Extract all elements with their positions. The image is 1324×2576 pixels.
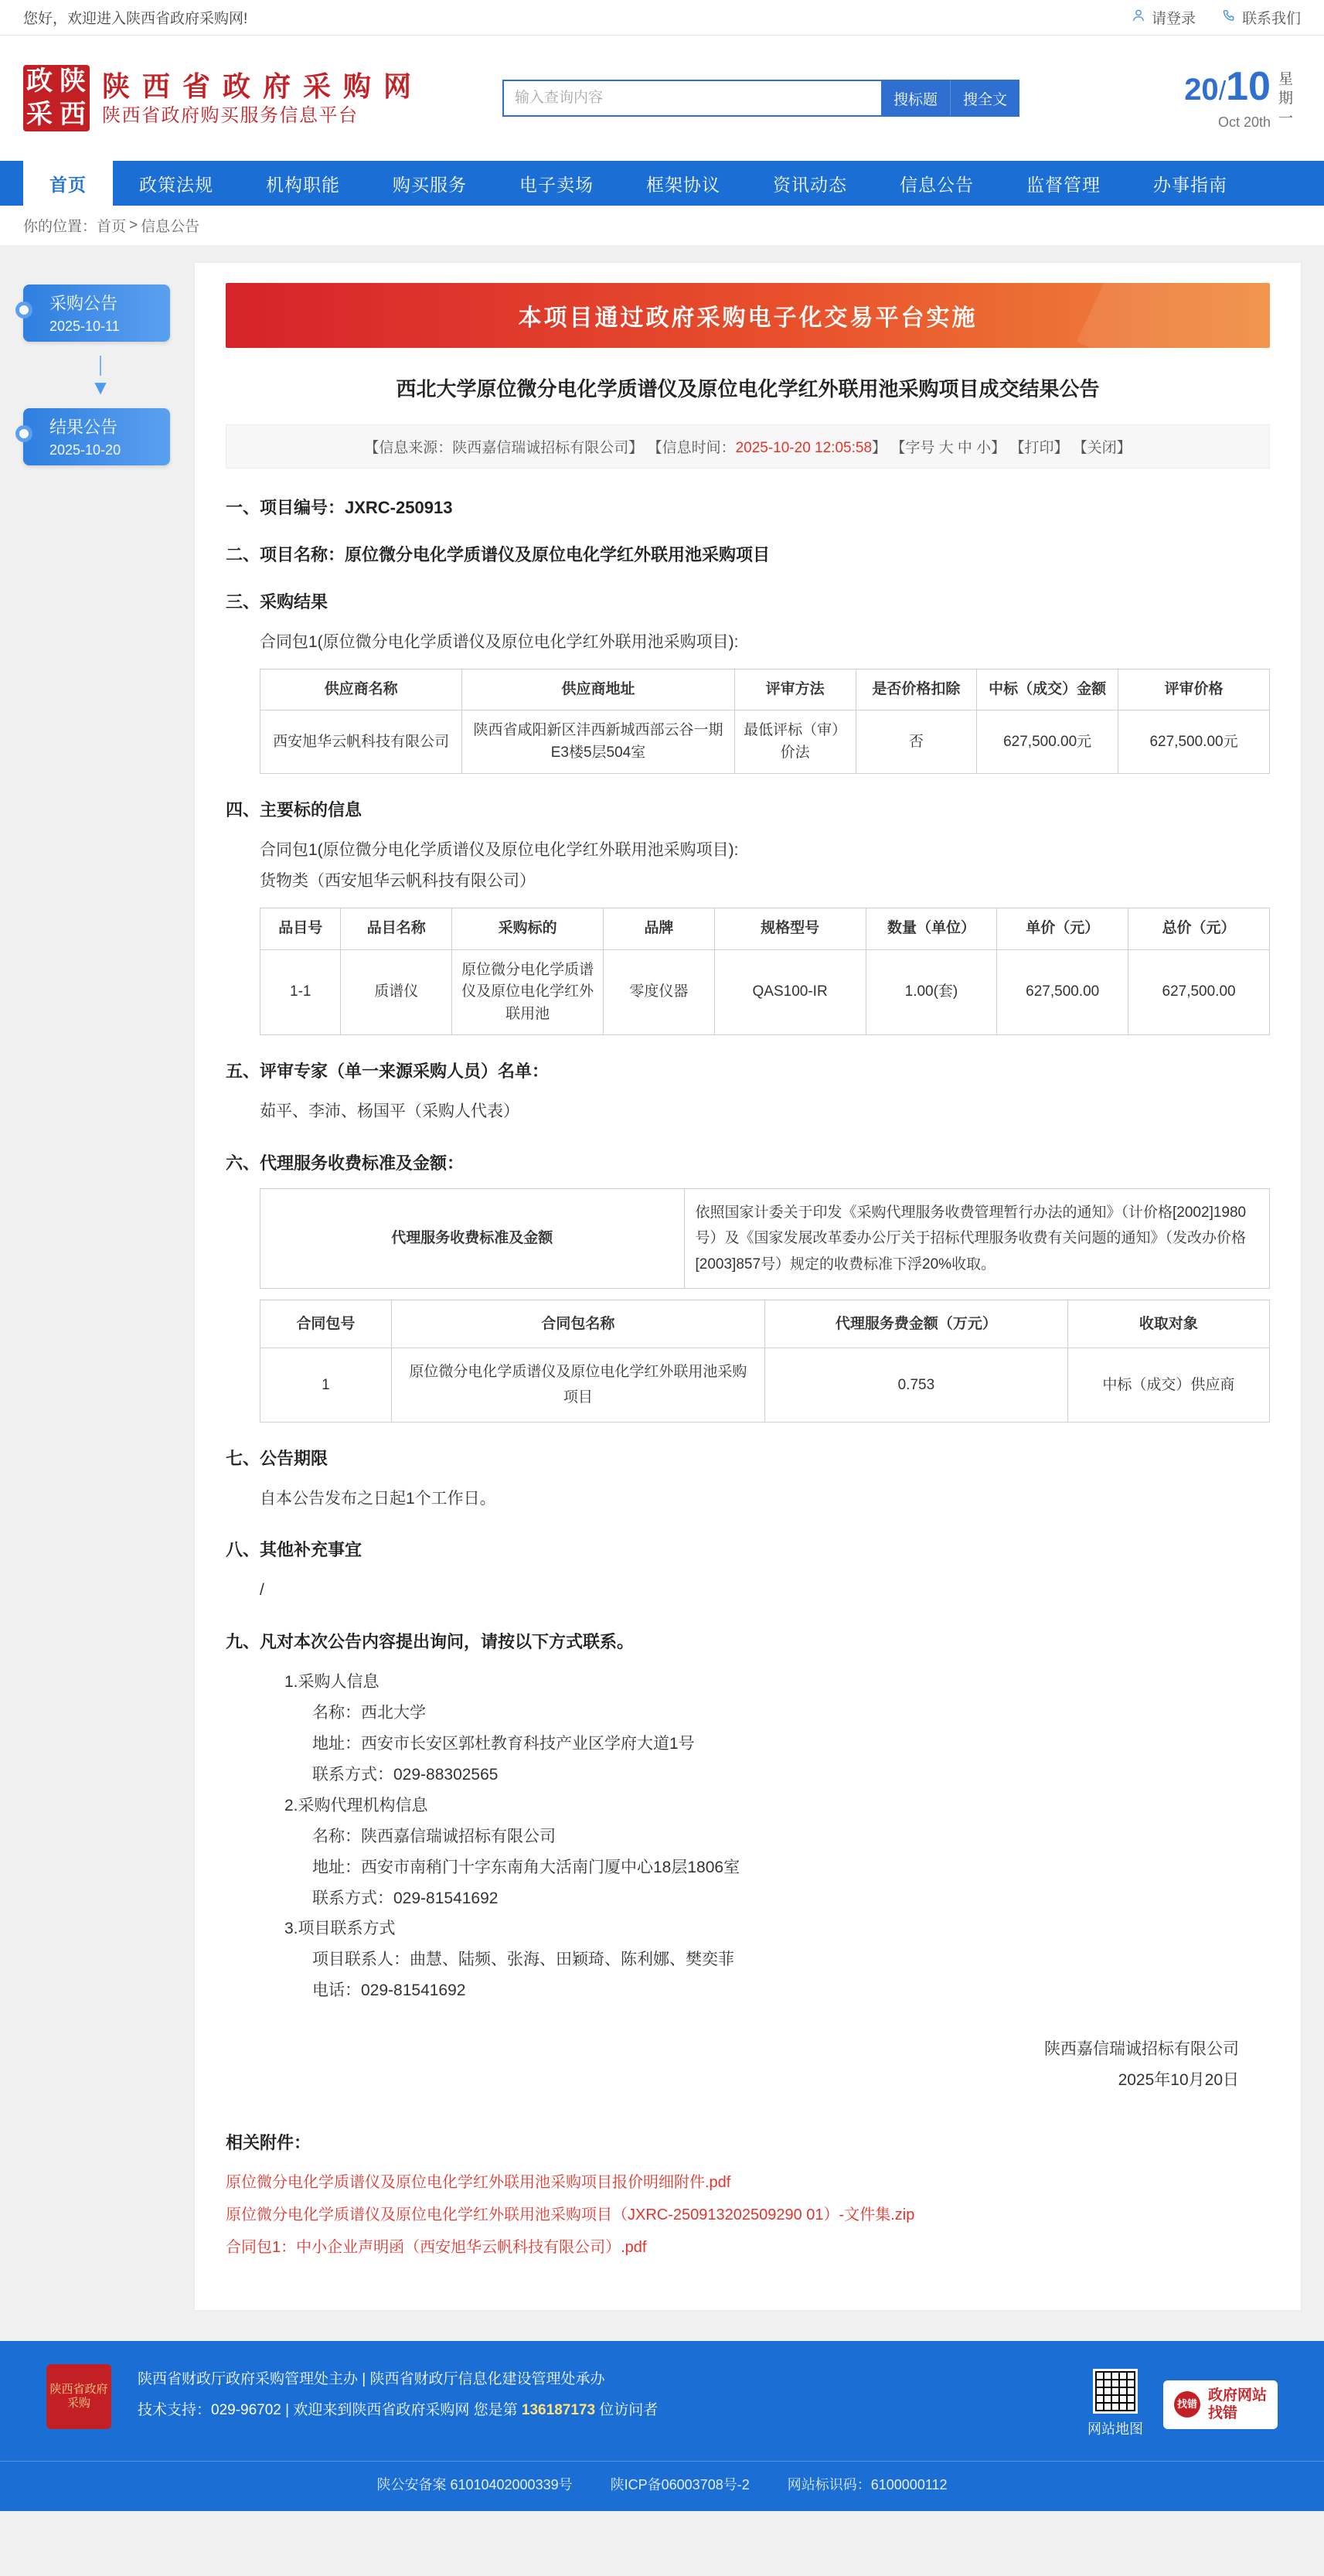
search-title-button[interactable]: 搜标题 (881, 80, 950, 117)
footer-line-1: 陕西省财政厅政府采购管理处主办 | 陕西省财政厅信息化建设管理处承办 (138, 2370, 605, 2387)
table-row (260, 1348, 1270, 1423)
th-review-method: 评审方法 (734, 669, 856, 710)
announcement-article (195, 263, 1301, 2310)
breadcrumb-prefix: 你的位置： (23, 219, 97, 235)
td-package-no: 1 (260, 1348, 392, 1423)
meta-time-label: 【信息时间： (647, 440, 736, 456)
nav-item-home[interactable]: 首页 (23, 161, 113, 206)
purchaser-address: 地址：西安市长安区郭杜教育科技产业区学府大道1号 (312, 1735, 695, 1753)
th-item-no: 品目号 (260, 908, 341, 950)
goods-table (260, 908, 1270, 1035)
qr-code-icon (1093, 2369, 1138, 2414)
agency-fee-table (260, 1188, 1270, 1289)
meta-time-value: 2025-10-20 12:05:58 (735, 440, 873, 456)
attachment-link-1[interactable]: 原位微分电化学质谱仪及原位电化学红外联用池采购项目（JXRC-250913202509290 01）-文件集.zip (226, 2206, 915, 2223)
nav-item-framework[interactable]: 框架协议 (646, 174, 720, 195)
site-footer (0, 2341, 1324, 2511)
nav-item-announcements[interactable]: 信息公告 (900, 174, 974, 195)
signature-date: 2025年10月20日 (1118, 2071, 1239, 2090)
weekday-char-1: 星 (1278, 70, 1293, 87)
nav-item-functions[interactable]: 机构职能 (266, 174, 340, 195)
date-separator: / (1218, 76, 1227, 106)
logo-char-3: 西 (60, 98, 87, 130)
th-unit-price: 单价（元） (997, 908, 1128, 950)
table-header-row (260, 1300, 1270, 1348)
td-quantity: 1.00(套) (866, 949, 997, 1035)
attachments-list (226, 2166, 1270, 2264)
fee-standard-label: 代理服务收费标准及金额 (260, 1189, 685, 1289)
icp-filing[interactable]: 陕ICP备06003708号-2 (610, 2476, 750, 2493)
result-table (260, 669, 1270, 775)
section-5-heading: 五、评审专家（单一来源采购人员）名单： (226, 1061, 550, 1082)
timeline-arrow-icon: ▼ (23, 356, 178, 397)
logo-subtitle: 陕西省政府购买服务信息平台 (102, 104, 359, 126)
section-3-heading: 三、采购结果 (226, 592, 328, 612)
nav-item-policy[interactable]: 政策法规 (139, 174, 213, 195)
phone-icon (1222, 9, 1236, 27)
timeline-date-0: 2025-10-11 (49, 319, 120, 335)
badge-line-2: 找错 (1207, 2405, 1237, 2422)
date-weekday (1278, 66, 1293, 129)
logo-char-2: 采 (26, 98, 53, 130)
section-8-body: / (260, 1581, 264, 1600)
table-row (260, 949, 1270, 1035)
project-contact-heading: 3.项目联系方式 (284, 1920, 396, 1938)
welcome-text: 您好，欢迎进入陕西省政府采购网! (23, 11, 248, 27)
main-nav (0, 161, 1324, 206)
section-5-body: 茹平、李沛、杨国平（采购人代表） (260, 1102, 519, 1121)
th-package-no: 合同包号 (260, 1300, 392, 1348)
timeline-title-0: 采购公告 (49, 294, 118, 313)
timeline-title-1: 结果公告 (49, 417, 118, 437)
breadcrumb (0, 206, 1324, 246)
fontsize-control[interactable]: 【字号 大 中 小】 (890, 440, 1006, 456)
close-button[interactable]: 【关闭】 (1072, 440, 1132, 456)
td-model: QAS100-IR (714, 949, 866, 1035)
platform-banner: 本项目通过政府采购电子化交易平台实施 (226, 283, 1270, 348)
agency-name: 名称：陕西嘉信瑞诚招标有限公司 (312, 1827, 556, 1845)
breadcrumb-current: 信息公告 (141, 219, 200, 235)
agency-fee-detail-table (260, 1300, 1270, 1423)
badge-text (1208, 2387, 1267, 2424)
badge-line-1: 政府网站 (1207, 2387, 1267, 2404)
logo-title: 陕 西 省 政 府 采 购 网 (102, 70, 414, 102)
search-area (502, 80, 1019, 117)
timeline-item-result-notice[interactable] (23, 408, 170, 465)
table-row (260, 1189, 1270, 1289)
th-package-name: 合同包名称 (391, 1300, 764, 1348)
th-procurement-object: 采购标的 (452, 908, 604, 950)
table-header-row (260, 669, 1270, 710)
th-supplier-address: 供应商地址 (462, 669, 735, 710)
date-english: Oct 20th (1217, 114, 1271, 130)
th-supplier-name: 供应商名称 (260, 669, 462, 710)
sitemap-link[interactable] (1087, 2369, 1143, 2441)
footer-emblem-icon: 陕西省政府采购 (46, 2364, 111, 2429)
project-contact-phone: 电话：029-81541692 (312, 1981, 466, 2000)
user-icon (1132, 9, 1145, 27)
contact-link[interactable] (1222, 7, 1301, 28)
td-procurement-object: 原位微分电化学质谱仪及原位电化学红外联用池 (452, 949, 604, 1035)
signature-block (226, 2034, 1270, 2096)
meta-source-end: 】 (628, 440, 644, 456)
footer-bottom-bar (0, 2461, 1324, 2511)
agency-phone: 联系方式：029-81541692 (312, 1889, 499, 1907)
section-4-subtitle-2: 货物类（西安旭华云帆科技有限公司） (260, 872, 536, 891)
timeline-dot-icon (15, 302, 32, 319)
footer-visit-count: 136187173 (521, 2401, 596, 2418)
search-fulltext-button[interactable]: 搜全文 (950, 80, 1019, 117)
meta-source-value: 陕西嘉信瑞诚招标有限公司 (452, 440, 629, 456)
section-6-heading: 六、代理服务收费标准及金额： (226, 1153, 465, 1174)
td-price-deduction: 否 (856, 710, 977, 774)
timeline-date-1: 2025-10-20 (49, 442, 121, 458)
weekday-char-3: 一 (1278, 110, 1293, 127)
nav-item-news[interactable]: 资讯动态 (773, 174, 847, 195)
section-8-heading: 八、其他补充事宜 (226, 1540, 362, 1560)
nav-item-guide[interactable]: 办事指南 (1153, 174, 1227, 195)
date-month: 20 (1184, 72, 1219, 107)
breadcrumb-home[interactable]: 首页 (97, 219, 127, 235)
table-header-row (260, 908, 1270, 950)
td-review-price: 627,500.00元 (1118, 710, 1270, 774)
police-filing[interactable]: 陕公安备案 61010402000339号 (376, 2476, 573, 2493)
page-title: 西北大学原位微分电化学质谱仪及原位电化学红外联用池采购项目成交结果公告 (396, 377, 1100, 400)
th-item-name: 品目名称 (341, 908, 452, 950)
th-quantity: 数量（单位） (866, 908, 997, 950)
section-4-heading: 四、主要标的信息 (226, 800, 362, 820)
search-input[interactable] (502, 80, 881, 117)
attachment-link-0[interactable]: 原位微分电化学质谱仪及原位电化学红外联用池采购项目报价明细附件.pdf (226, 2173, 731, 2191)
th-fee-payer: 收取对象 (1067, 1300, 1269, 1348)
signature-company: 陕西嘉信瑞诚招标有限公司 (1044, 2040, 1239, 2059)
section-7-heading: 七、公告期限 (226, 1448, 328, 1468)
weekday-char-2: 期 (1278, 90, 1293, 107)
date-widget (1184, 63, 1301, 131)
footer-visit-prefix: 技术支持：029-96702 | 欢迎来到陕西省政府采购网 您是第 (138, 2401, 522, 2418)
td-fee-payer: 中标（成交）供应商 (1067, 1348, 1269, 1423)
td-award-amount: 627,500.00元 (977, 710, 1118, 774)
purchaser-phone: 联系方式：029-88302565 (312, 1766, 499, 1784)
footer-text-block (138, 2364, 1087, 2426)
td-fee-amount: 0.753 (764, 1348, 1067, 1423)
td-package-name: 原位微分电化学质谱仪及原位电化学红外联用池采购项目 (391, 1348, 764, 1423)
logo-char-0: 政 (26, 65, 53, 97)
logo-text (102, 69, 414, 128)
footer-line-2 (138, 2395, 1087, 2426)
section-7-body: 自本公告发布之日起1个工作日。 (260, 1489, 496, 1508)
date-numbers (1184, 63, 1271, 109)
section-2-heading: 二、项目名称：原位微分电化学质谱仪及原位电化学红外联用池采购项目 (226, 545, 771, 564)
td-review-method: 最低评标（审）价法 (734, 710, 856, 774)
top-utility-bar (0, 0, 1324, 36)
logo-char-1: 陕 (60, 65, 87, 97)
article-metabar (226, 424, 1270, 469)
logo-emblem (23, 65, 90, 131)
nav-item-supervision[interactable]: 监督管理 (1026, 174, 1101, 195)
th-price-deduction: 是否价格扣除 (856, 669, 977, 710)
section-1-heading: 一、项目编号：JXRC-250913 (226, 498, 453, 517)
page-body (0, 246, 1324, 2341)
sidebar-timeline (23, 263, 178, 2310)
purchaser-name: 名称：西北大学 (312, 1704, 426, 1722)
th-award-amount: 中标（成交）金额 (977, 669, 1118, 710)
section-3-subtitle: 合同包1(原位微分电化学质谱仪及原位电化学红外联用池采购项目): (260, 633, 739, 651)
breadcrumb-separator: > (129, 216, 138, 233)
footer-visit-suffix: 位访问者 (595, 2401, 659, 2418)
contact-label: 联系我们 (1241, 11, 1301, 27)
meta-source-label: 【信息来源： (364, 440, 453, 456)
login-label: 请登录 (1151, 11, 1196, 27)
footer-actions (1087, 2364, 1278, 2441)
th-fee-amount: 代理服务费金额（万元） (764, 1300, 1067, 1348)
attachments-heading: 相关附件： (226, 2132, 311, 2152)
site-header (0, 36, 1324, 161)
nav-item-emall[interactable]: 电子卖场 (519, 174, 594, 195)
td-item-name: 质谱仪 (341, 949, 452, 1035)
project-contact-person: 项目联系人：曲慧、陆频、张海、田颖琦、陈利娜、樊奕菲 (312, 1951, 734, 1969)
nav-item-purchase-service[interactable]: 购买服务 (393, 174, 467, 195)
purchaser-info-heading: 1.采购人信息 (284, 1673, 380, 1692)
td-brand: 零度仪器 (604, 949, 715, 1035)
td-item-no: 1-1 (260, 949, 341, 1035)
td-supplier-name: 西安旭华云帆科技有限公司 (260, 710, 462, 774)
agency-address: 地址：西安市南稍门十字东南角大活南门厦中心18层1806室 (312, 1858, 740, 1876)
table-row (260, 710, 1270, 774)
meta-time-end: 】 (872, 440, 887, 456)
th-brand: 品牌 (604, 908, 715, 950)
gov-website-report-badge[interactable] (1163, 2380, 1278, 2430)
timeline-item-procurement-notice[interactable] (23, 285, 170, 342)
site-logo[interactable] (23, 65, 456, 131)
date-main (1184, 63, 1271, 131)
td-unit-price: 627,500.00 (997, 949, 1128, 1035)
section-4-subtitle-1: 合同包1(原位微分电化学质谱仪及原位电化学红外联用池采购项目): (260, 841, 739, 860)
th-total-price: 总价（元） (1128, 908, 1270, 950)
timeline-dot-icon (15, 425, 32, 442)
th-model: 规格型号 (714, 908, 866, 950)
print-button[interactable]: 【打印】 (1009, 440, 1069, 456)
section-9-heading: 九、凡对本次公告内容提出询问，请按以下方式联系。 (226, 1632, 635, 1652)
top-utility-actions (1132, 7, 1301, 28)
attachment-link-2[interactable]: 合同包1：中小企业声明函（西安旭华云帆科技有限公司）.pdf (226, 2238, 647, 2256)
agency-info-heading: 2.采购代理机构信息 (284, 1796, 428, 1814)
sitemap-label: 网站地图 (1087, 2421, 1143, 2437)
site-identifier: 网站标识码：6100000112 (787, 2476, 948, 2493)
fee-standard-text: 依照国家计委关于印发《采购代理服务收费管理暂行办法的通知》（计价格[2002]1980号）及《国家发展改革委办公厅关于招标代理服务收费有关问题的通知》（发改办价格[2003]857号）规定的收费标准下浮20%收取。 (684, 1189, 1269, 1289)
date-day: 10 (1226, 63, 1271, 109)
th-review-price: 评审价格 (1118, 669, 1270, 710)
td-supplier-address: 陕西省咸阳新区沣西新城西部云谷一期E3楼5层504室 (462, 710, 735, 774)
login-link[interactable] (1132, 7, 1196, 28)
seal-icon: 找错 (1174, 2391, 1200, 2418)
td-total-price: 627,500.00 (1128, 949, 1270, 1035)
